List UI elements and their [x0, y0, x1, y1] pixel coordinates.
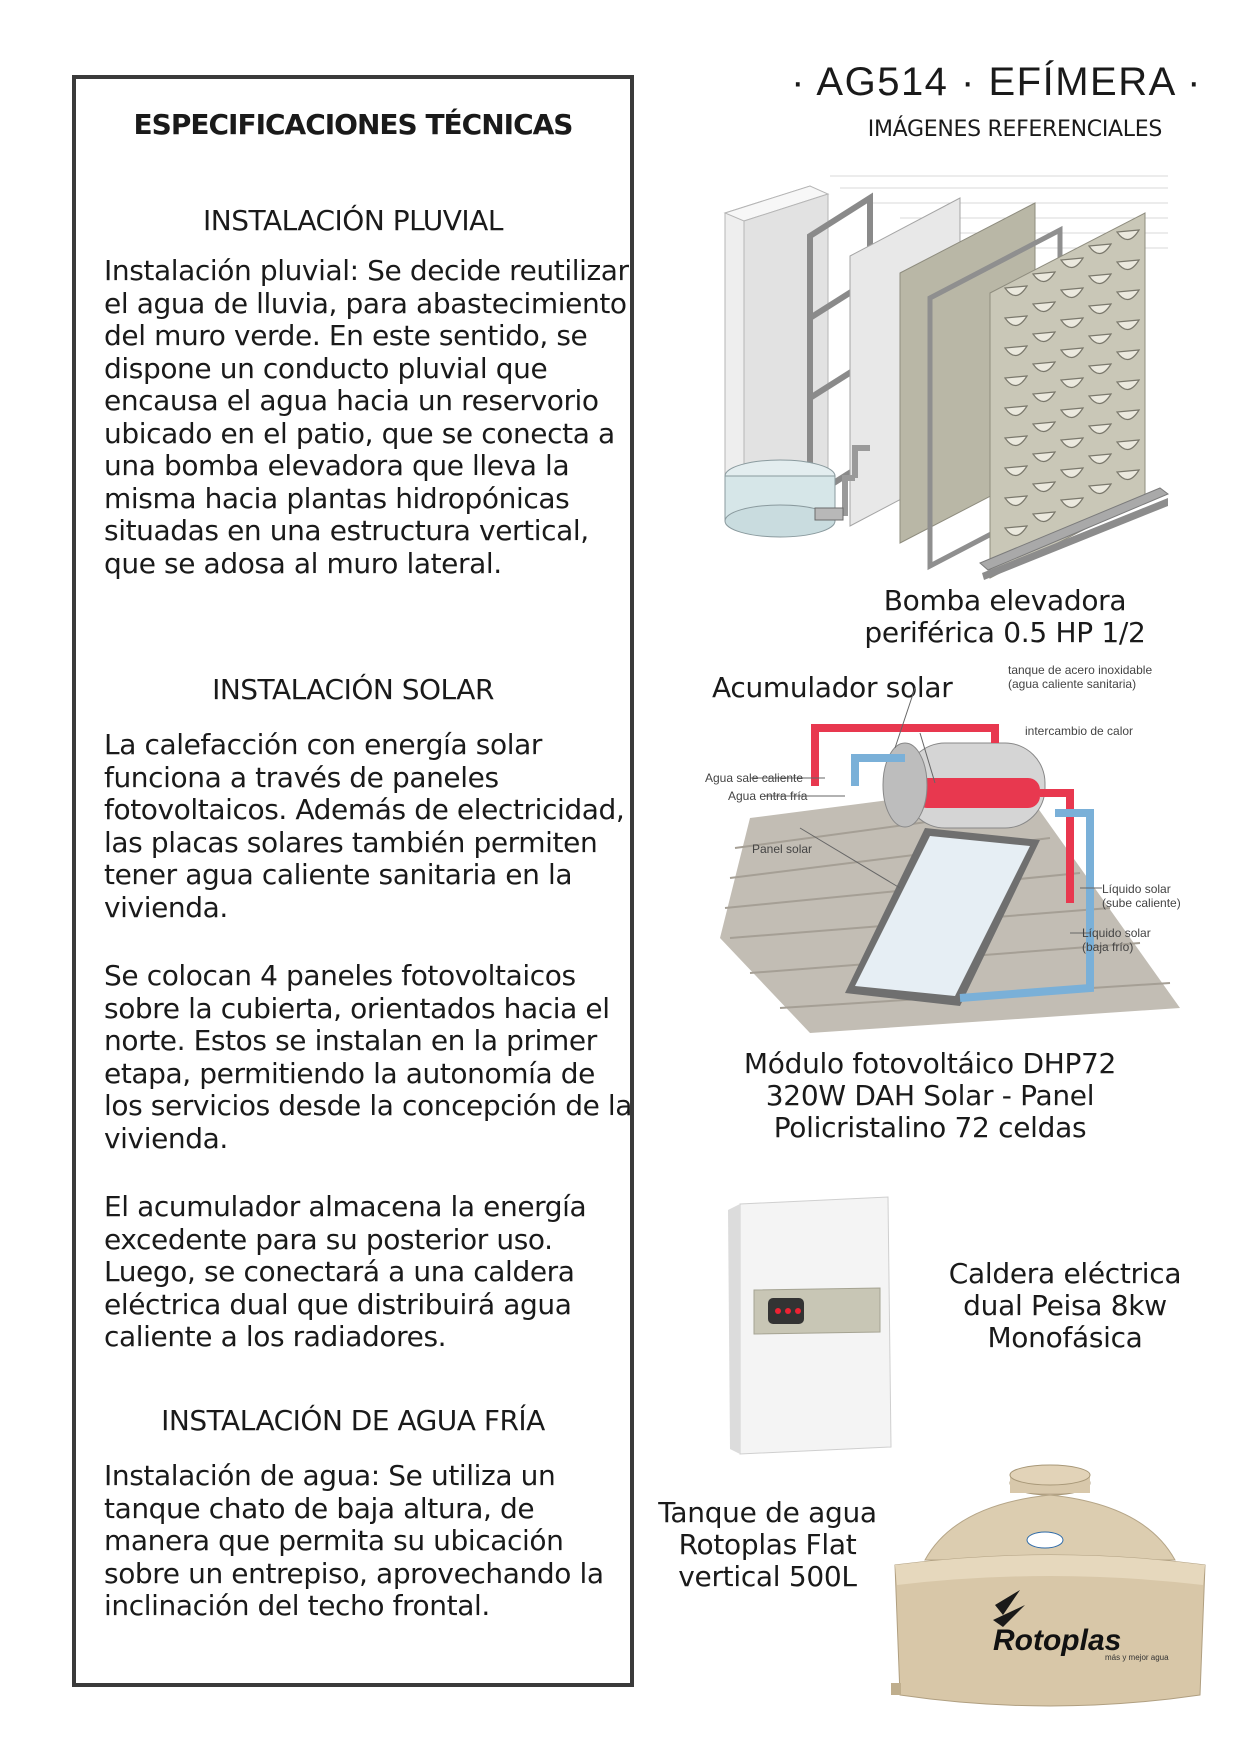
green-wall-exploded-diagram: [720, 168, 1170, 593]
label-heat-exchange: intercambio de calor: [1025, 724, 1134, 738]
label-panel: Panel solar: [752, 842, 813, 856]
label-liquid-up-2: (sube caliente): [1102, 896, 1181, 910]
agua-fria-paragraph: Instalación de agua: Se utiliza un tanque chato de baja altura, de manera que permita su ubicación sobre un entrepiso, aprovechando la inclinación del techo frontal.: [104, 1459, 604, 1622]
boiler-caption: [920, 1258, 1210, 1354]
rotoplas-logo: Rotoplas: [993, 1624, 1122, 1657]
label-liquid-down-1: Líquido solar: [1082, 926, 1151, 940]
solar-paragraph-3: El acumulador almacena la energía excedente para su posterior uso. Luego, se conectará a una caldera eléctrica dual que distribuirá agua caliente a los radiadores.: [104, 1190, 587, 1353]
section-title-pluvial: INSTALACIÓN PLUVIAL: [203, 204, 503, 237]
section-title-agua-fria: INSTALACIÓN DE AGUA FRÍA: [161, 1404, 545, 1437]
specs-title: ESPECIFICACIONES TÉCNICAS: [133, 108, 573, 141]
pluvial-paragraph: Instalación pluvial: Se decide reutilizar el agua de lluvia, para abastecimiento del muro verde. En este sentido, se dispone un conducto pluvial que encausa el agua hacia un reservorio ubicado en el patio, que se conecta a una bomba elevadora que lleva la misma hacia plantas hidropónicas situadas en una estructura vertical, que se adosa al muro lateral.: [104, 254, 629, 580]
label-liquid-down-2: (baja frío): [1082, 940, 1134, 954]
label-hot-out: Agua sale caliente: [705, 771, 804, 785]
tank-caption-line-3: vertical 500L: [678, 1560, 857, 1593]
boiler-caption-line-1: Caldera eléctrica: [948, 1257, 1182, 1290]
module-caption-line-3: Policristalino 72 celdas: [773, 1111, 1087, 1144]
project-subtitle: IMÁGENES REFERENCIALES: [867, 117, 1162, 142]
boiler-caption-line-3: Monofásica: [987, 1321, 1143, 1354]
label-liquid-up-1: Líquido solar: [1102, 882, 1171, 896]
project-title: · AG514 · EFÍMERA ·: [791, 60, 1202, 104]
module-caption: [705, 1048, 1155, 1144]
label-tank-steel-2: (agua caliente sanitaria): [1008, 677, 1137, 691]
section-title-solar: INSTALACIÓN SOLAR: [212, 673, 494, 706]
boiler-caption-line-2: dual Peisa 8kw: [963, 1289, 1167, 1322]
rotoplas-tagline: más y mejor agua: [1105, 1653, 1169, 1662]
label-cold-in: Agua entra fría: [728, 789, 808, 803]
water-tank-image: [885, 1455, 1215, 1740]
module-caption-line-1: Módulo fotovoltáico DHP72: [743, 1047, 1117, 1080]
solar-accumulator-heading: Acumulador solar: [712, 671, 953, 704]
pump-caption-line-2: periférica 0.5 HP 1/2: [864, 616, 1146, 649]
pump-caption-line-1: Bomba elevadora: [883, 584, 1127, 617]
tank-caption-line-1: Tanque de agua: [658, 1496, 877, 1529]
solar-paragraph-1: La calefacción con energía solar funciona a través de paneles fotovoltaicos. Además de electricidad, las placas solares también permiten tener agua caliente sanitaria en la vivienda.: [104, 728, 625, 924]
module-caption-line-2: 320W DAH Solar - Panel: [765, 1079, 1095, 1112]
electric-boiler-image: [728, 1192, 903, 1462]
pump-caption: [810, 585, 1200, 649]
solar-paragraph-2: Se colocan 4 paneles fotovoltaicos sobre la cubierta, orientados hacia el norte. Estos se instalan en la primer etapa, permitiendo la autonomía de los servicios desde la concepción de la vivienda.: [104, 959, 633, 1155]
label-tank-steel-1: tanque de acero inoxidable: [1008, 663, 1153, 677]
tank-caption-line-2: Rotoplas Flat: [678, 1528, 857, 1561]
tank-caption: [655, 1497, 880, 1593]
